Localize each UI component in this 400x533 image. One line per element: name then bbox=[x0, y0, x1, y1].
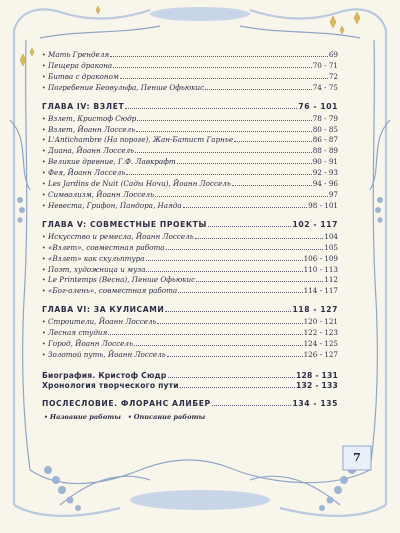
toc-entry: • Le Printemps (Весна), Пенше Офьюкис 112 bbox=[42, 275, 338, 285]
toc-entry: • Лесная студия 122 - 123 bbox=[42, 328, 338, 338]
chronology-heading: Хронология творческого пути 132 - 133 bbox=[42, 380, 338, 390]
page-number: 7 bbox=[353, 451, 361, 464]
toc-entry: • «Бог-олень», совместная работа 114 - 117 bbox=[42, 286, 338, 296]
toc-entry: • Пещера дракона 70 - 71 bbox=[42, 60, 338, 70]
toc-entry: • Битва с драконом 72 bbox=[42, 71, 338, 81]
toc-entry: • Les Jardins de Nuit (Сады Ночи), Йоанн Лоссель 94 - 96 bbox=[42, 179, 338, 189]
legend bbox=[44, 413, 205, 421]
toc-entry: • Великие древние, Г.Ф. Лавкрафт 90 - 91 bbox=[42, 157, 338, 167]
legend-bullet: • bbox=[44, 414, 48, 421]
toc-entry: • Строители, Йоанн Лоссель 120 - 121 bbox=[42, 317, 338, 327]
toc-entry: • L'Antichambre (На пороге), Жан-Батист Гарнье 86 - 87 bbox=[42, 135, 338, 145]
legend-bullet: • bbox=[127, 414, 132, 421]
legend-description-label: Описание работы bbox=[133, 413, 206, 421]
chapter-heading: ГЛАВА V: СОВМЕСТНЫЕ ПРОЕКТЫ 102 - 117 bbox=[42, 219, 338, 229]
toc-entry: • Диана, Йоанн Лоссель 88 - 89 bbox=[42, 146, 338, 156]
toc-entry: • Погребение Беовульфа, Пенше Офьюкис 74 - 75 bbox=[42, 82, 338, 92]
toc-entry: • Поэт, художница и муза 110 - 113 bbox=[42, 264, 338, 274]
chapter-heading: ГЛАВА VI: ЗА КУЛИСАМИ 118 - 127 bbox=[42, 305, 338, 315]
toc-entry: • Золотой путь, Йоанн Лоссель 126 - 127 bbox=[42, 349, 338, 359]
table-of-contents bbox=[42, 50, 338, 411]
toc-entry: • Взлет, Йоанн Лоссель 80 - 85 bbox=[42, 124, 338, 134]
toc-entry: • Мать Гренделя 69 bbox=[42, 50, 338, 59]
toc-entry: • Символизм, Йоанн Лоссель 97 bbox=[42, 189, 338, 199]
chapter-heading: ГЛАВА IV: ВЗЛЕТ 76 - 101 bbox=[42, 101, 338, 111]
toc-entry: • Взлет, Кристоф Сюдр 78 - 79 bbox=[42, 113, 338, 123]
legend-title-label: Название работы bbox=[49, 413, 121, 421]
toc-entry: • Фея, Йоанн Лоссель 92 - 93 bbox=[42, 168, 338, 178]
toc-entry: • Искусство и ремесла, Йоанн Лоссель 104 bbox=[42, 231, 338, 241]
toc-entry: • Невеста, Грифон, Пандора, Наяда 98 - 101 bbox=[42, 200, 338, 210]
toc-entry: • Город, Йоанн Лоссель 124 - 125 bbox=[42, 339, 338, 349]
toc-entry: • «Взлет» как скульптура 106 - 109 bbox=[42, 253, 338, 263]
afterword-heading: ПОСЛЕСЛОВИЕ. ФЛОРАНС АЛИБЕР 134 - 135 bbox=[42, 398, 338, 408]
biography-heading: Биография. Кристоф Сюдр 128 - 131 bbox=[42, 370, 338, 380]
toc-entry: • «Взлет», совместная работа 105 bbox=[42, 242, 338, 252]
